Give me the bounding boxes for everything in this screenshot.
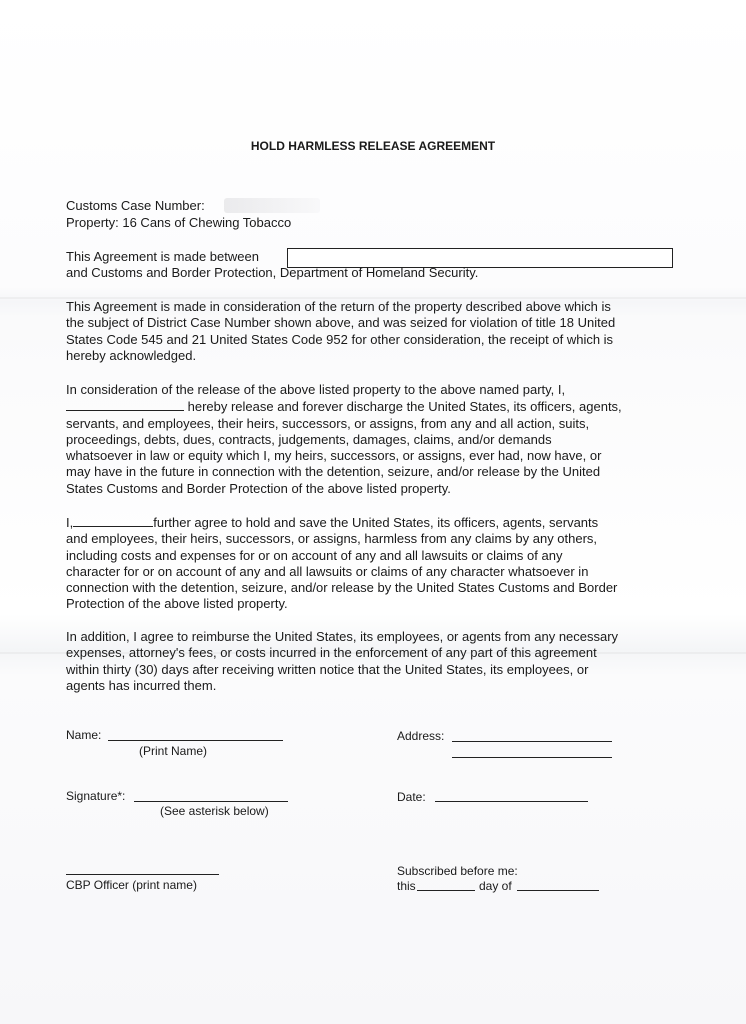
paragraph-line	[66, 398, 686, 415]
paragraph-text: further agree to hold and save the United States, its officers, agents, servants	[153, 515, 599, 530]
property-line: Property: 16 Cans of Chewing Tobacco	[66, 215, 292, 230]
print-name-hint: (Print Name)	[139, 744, 208, 758]
name-field[interactable]	[108, 740, 283, 741]
name-label: Name:	[66, 728, 102, 742]
paragraph-line: and employees, their heirs, successors, or assigns, harmless from any claims by any others,	[66, 531, 598, 547]
paragraph-line: States Customs and Border Protection of the above listed property.	[66, 480, 451, 496]
paragraph-line: connection with the detention, seizure, and/or release by the United States Customs and Border	[66, 580, 618, 596]
day-of-label: day of	[479, 879, 512, 893]
case-number-label: Customs Case Number:	[66, 198, 205, 213]
subscribed-label: Subscribed before me:	[397, 864, 518, 878]
address-field-line2[interactable]	[452, 757, 612, 758]
paragraph-reimburse	[66, 629, 686, 694]
signature-label: Signature*:	[66, 789, 126, 803]
paragraph-text: I,	[66, 515, 74, 530]
this-label: this	[397, 879, 416, 893]
paragraph-line: including costs and expenses for or on account of any and all lawsuits or claims of any	[66, 547, 563, 563]
redacted-case-number	[224, 198, 320, 213]
paragraph-line: servants, and employees, their heirs, successors, or assigns, from any and all action, suits,	[66, 415, 590, 431]
paragraph-line: within thirty (30) days after receiving written notice that the United States, its employees, or	[66, 661, 589, 677]
date-label: Date:	[397, 790, 426, 804]
date-field[interactable]	[435, 801, 588, 802]
day-field[interactable]	[417, 890, 475, 891]
paragraph-line: may have in the future in connection with the detention, seizure, and/or release by the United	[66, 464, 601, 480]
paragraph-line: hereby acknowledged.	[66, 347, 197, 363]
asterisk-hint: (See asterisk below)	[160, 804, 269, 818]
paragraph-line: In addition, I agree to reimburse the United States, its employees, or agents from any necessary	[66, 629, 619, 644]
agreement-parties-line2: and Customs and Border Protection, Department of Homeland Security.	[66, 265, 479, 280]
paragraph-line	[66, 514, 686, 531]
holder-name-blank[interactable]	[73, 514, 153, 527]
releasor-name-blank[interactable]	[66, 398, 184, 411]
document-title: HOLD HARMLESS RELEASE AGREEMENT	[250, 139, 496, 153]
agreement-parties-line1: This Agreement is made between	[66, 249, 259, 264]
month-field[interactable]	[517, 890, 599, 891]
paragraph-line: agents has incurred them.	[66, 677, 217, 693]
paragraph-line: whatsoever in law or equity which I, my heirs, successors, or assigns, ever had, now have, or	[66, 448, 602, 464]
paragraph-line: States Code 545 and 21 United States Code 952 for other consideration, the receipt of which is	[66, 331, 614, 347]
paragraph-line: expenses, attorney's fees, or costs incurred in the enforcement of any part of this agreement	[66, 645, 597, 661]
cbp-officer-field[interactable]	[66, 874, 219, 875]
paragraph-line: the subject of District Case Number shown above, and was seized for violation of title 18 United	[66, 315, 616, 331]
paragraph-line: proceedings, debts, dues, contracts, judgements, damages, claims, and/or demands	[66, 431, 552, 447]
paragraph-line: Protection of the above listed property.	[66, 596, 288, 612]
signature-field[interactable]	[134, 801, 288, 802]
paragraph-line: character for or on account of any and all lawsuits or claims of any character whatsoever in	[66, 563, 589, 579]
paragraph-text: hereby release and forever discharge the United States, its officers, agents,	[184, 399, 622, 415]
paragraph-consideration	[66, 299, 686, 364]
address-label: Address:	[397, 729, 445, 743]
paragraph-line: This Agreement is made in consideration of the return of the property described above which is	[66, 299, 611, 314]
address-field-line1[interactable]	[452, 741, 612, 742]
cbp-officer-label: CBP Officer (print name)	[66, 878, 197, 892]
paragraph-release	[66, 382, 686, 497]
paragraph-line: In consideration of the release of the above listed property to the above named party, I,	[66, 382, 566, 397]
paragraph-hold	[66, 514, 686, 613]
